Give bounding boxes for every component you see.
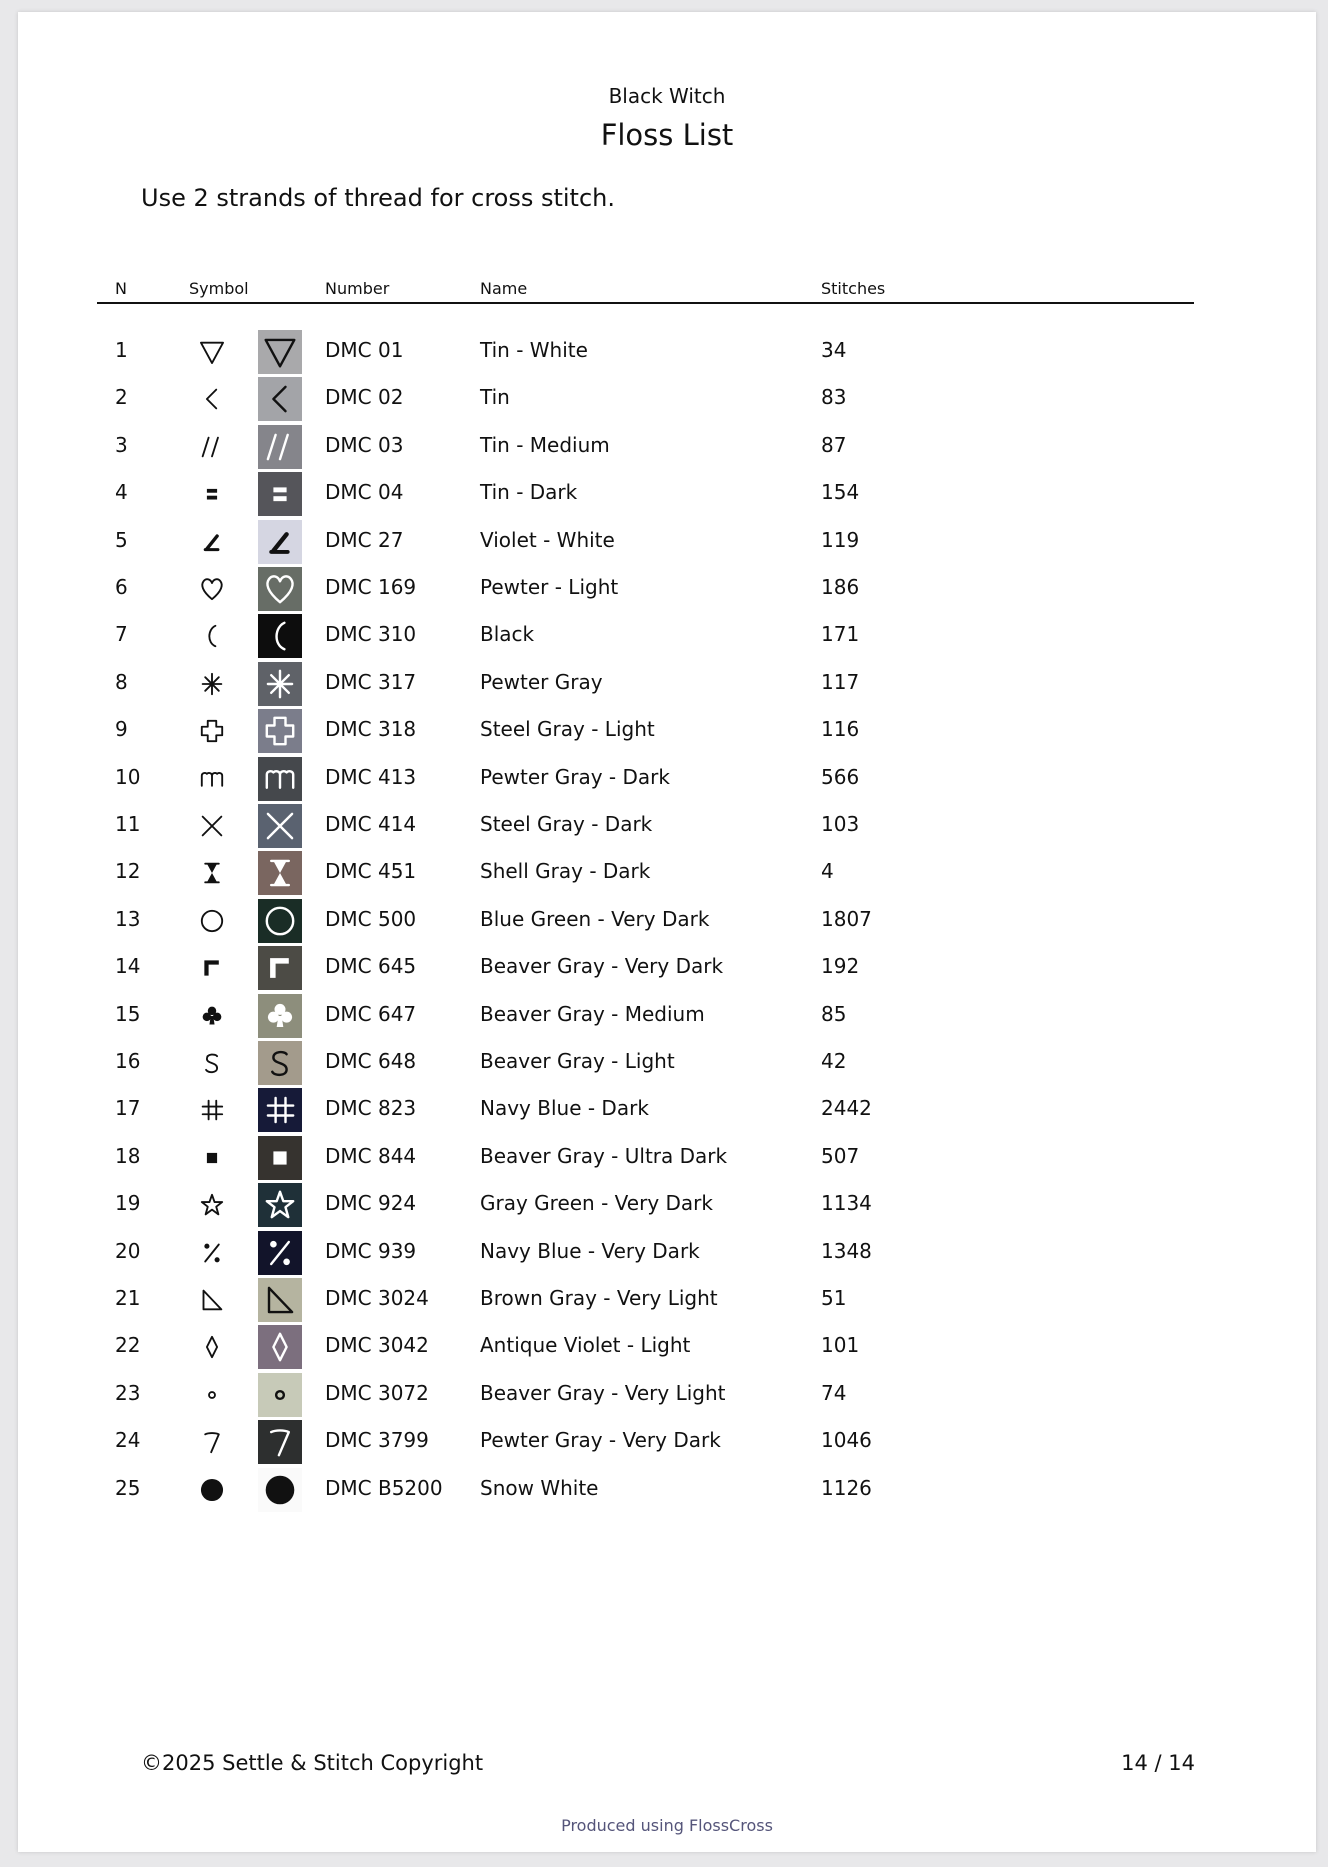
hourglass-icon	[258, 851, 302, 895]
diamond-icon	[258, 1325, 302, 1369]
color-swatch	[258, 1088, 302, 1132]
club-icon	[258, 994, 302, 1038]
floss-name: Brown Gray - Very Light	[480, 1286, 718, 1310]
angle-icon	[258, 520, 302, 564]
table-row	[18, 1468, 1316, 1515]
row-index: 8	[115, 669, 128, 694]
header-name: Name	[480, 279, 528, 298]
color-swatch	[258, 567, 302, 611]
color-swatch	[258, 1136, 302, 1180]
floss-number: DMC 645	[325, 954, 417, 979]
stitch-count: 1807	[821, 906, 872, 931]
floss-number: DMC 451	[325, 859, 417, 884]
color-swatch	[258, 946, 302, 990]
stitch-count: 85	[821, 1001, 847, 1026]
floss-name: Navy Blue - Dark	[480, 1096, 649, 1121]
header-n: N	[115, 279, 127, 298]
circle-icon	[258, 899, 302, 943]
less-than-icon	[195, 382, 229, 416]
floss-name: Pewter Gray - Dark	[480, 764, 670, 789]
floss-number: DMC 3024	[325, 1286, 429, 1310]
hash-icon	[258, 1088, 302, 1132]
stitch-count: 171	[821, 622, 860, 647]
row-index: 16	[115, 1049, 141, 1073]
table-row	[18, 377, 1316, 424]
floss-name: Gray Green - Very Dark	[480, 1191, 713, 1216]
corner-icon	[258, 946, 302, 990]
percent-icon	[195, 1236, 229, 1270]
cross-outline-icon	[195, 714, 229, 748]
hourglass-icon	[195, 856, 229, 890]
crescent-icon	[195, 619, 229, 653]
color-swatch	[258, 994, 302, 1038]
color-swatch	[258, 1468, 302, 1512]
equals-icon	[195, 477, 229, 511]
row-index: 22	[115, 1333, 141, 1358]
equals-icon	[258, 472, 302, 516]
floss-number: DMC 924	[325, 1191, 417, 1216]
floss-number: DMC 844	[325, 1143, 417, 1168]
row-index: 15	[115, 1001, 141, 1026]
color-swatch	[258, 425, 302, 469]
row-index: 19	[115, 1191, 141, 1216]
table-row	[18, 1420, 1316, 1467]
color-swatch	[258, 1278, 302, 1322]
color-swatch	[258, 899, 302, 943]
color-swatch	[258, 804, 302, 848]
floss-name: Pewter Gray - Very Dark	[480, 1428, 721, 1453]
floss-name: Tin - White	[480, 338, 588, 362]
stitch-count: 186	[821, 575, 860, 599]
row-index: 7	[115, 622, 128, 647]
table-row	[18, 899, 1316, 946]
floss-number: DMC 27	[325, 527, 404, 552]
percent-icon	[258, 1231, 302, 1275]
color-swatch	[258, 520, 302, 564]
filled-circle-icon	[195, 1473, 229, 1507]
row-index: 11	[115, 812, 141, 836]
floss-number: DMC 939	[325, 1238, 417, 1263]
square-icon	[195, 1141, 229, 1175]
floss-number: DMC 500	[325, 906, 417, 931]
stitch-count: 116	[821, 717, 860, 742]
table-row	[18, 1278, 1316, 1325]
table-row	[18, 709, 1316, 756]
stitch-count: 1348	[821, 1238, 872, 1263]
document-page	[18, 12, 1316, 1852]
row-index: 2	[115, 385, 128, 410]
color-swatch	[258, 472, 302, 516]
row-index: 9	[115, 717, 128, 742]
floss-number: DMC 3072	[325, 1380, 429, 1405]
triangle-down-icon	[195, 335, 229, 369]
floss-name: Pewter - Light	[480, 575, 619, 599]
floss-number: DMC 318	[325, 717, 417, 742]
table-row	[18, 1041, 1316, 1088]
stitch-count: 566	[821, 764, 860, 789]
color-swatch	[258, 709, 302, 753]
floss-name: Beaver Gray - Medium	[480, 1001, 705, 1026]
color-swatch	[258, 757, 302, 801]
table-row	[18, 472, 1316, 519]
row-index: 24	[115, 1428, 141, 1453]
color-swatch	[258, 330, 302, 374]
floss-number: DMC 413	[325, 764, 417, 789]
table-row	[18, 425, 1316, 472]
stitch-count: 42	[821, 1049, 847, 1073]
floss-name: Beaver Gray - Very Light	[480, 1380, 726, 1405]
floss-number: DMC 04	[325, 480, 404, 505]
table-row	[18, 330, 1316, 377]
color-swatch	[258, 1325, 302, 1369]
table-row	[18, 662, 1316, 709]
double-slash-icon	[258, 425, 302, 469]
stitch-count: 154	[821, 480, 860, 505]
floss-number: DMC 3799	[325, 1428, 429, 1453]
m-icon	[195, 762, 229, 796]
floss-name: Tin	[480, 385, 510, 410]
header-stitches: Stitches	[821, 279, 886, 298]
row-index: 23	[115, 1380, 141, 1405]
stitch-count: 4	[821, 859, 834, 884]
x-icon	[195, 809, 229, 843]
floss-name: Steel Gray - Dark	[480, 812, 653, 836]
floss-name: Blue Green - Very Dark	[480, 906, 710, 931]
color-swatch	[258, 1231, 302, 1275]
header-divider	[97, 302, 1194, 304]
instructions-note: Use 2 strands of thread for cross stitch.	[141, 184, 615, 212]
color-swatch	[258, 851, 302, 895]
hash-icon	[195, 1093, 229, 1127]
m-icon	[258, 757, 302, 801]
row-index: 10	[115, 764, 141, 789]
star-icon	[195, 1188, 229, 1222]
square-icon	[258, 1136, 302, 1180]
right-triangle-icon	[195, 1283, 229, 1317]
color-swatch	[258, 614, 302, 658]
row-index: 5	[115, 527, 128, 552]
small-circle-icon	[258, 1373, 302, 1417]
heart-icon	[195, 572, 229, 606]
floss-number: DMC 169	[325, 575, 417, 599]
stitch-count: 119	[821, 527, 860, 552]
row-index: 6	[115, 575, 128, 599]
corner-icon	[195, 951, 229, 985]
table-row	[18, 804, 1316, 851]
s-icon	[258, 1041, 302, 1085]
color-swatch	[258, 1420, 302, 1464]
filled-circle-icon	[258, 1468, 302, 1512]
s-icon	[195, 1046, 229, 1080]
row-index: 12	[115, 859, 141, 884]
row-index: 13	[115, 906, 141, 931]
floss-name: Beaver Gray - Light	[480, 1049, 675, 1073]
right-triangle-icon	[258, 1278, 302, 1322]
page-number: 14 / 14	[1121, 1751, 1195, 1775]
stitch-count: 87	[821, 432, 847, 457]
stitch-count: 192	[821, 954, 860, 979]
seven-icon	[195, 1425, 229, 1459]
row-index: 20	[115, 1238, 141, 1263]
table-row	[18, 1088, 1316, 1135]
floss-number: DMC 648	[325, 1049, 417, 1073]
table-row	[18, 946, 1316, 993]
table-row	[18, 520, 1316, 567]
floss-number: DMC B5200	[325, 1475, 443, 1500]
small-circle-icon	[195, 1378, 229, 1412]
triangle-down-icon	[258, 330, 302, 374]
star-icon	[258, 1183, 302, 1227]
floss-number: DMC 3042	[325, 1333, 429, 1358]
floss-name: Black	[480, 622, 535, 647]
stitch-count: 2442	[821, 1096, 872, 1121]
stitch-count: 83	[821, 385, 847, 410]
less-than-icon	[258, 377, 302, 421]
floss-name: Navy Blue - Very Dark	[480, 1238, 700, 1263]
seven-icon	[258, 1420, 302, 1464]
table-row	[18, 994, 1316, 1041]
floss-number: DMC 414	[325, 812, 417, 836]
table-row	[18, 1136, 1316, 1183]
table-row	[18, 1325, 1316, 1372]
asterisk-icon	[195, 667, 229, 701]
diamond-icon	[195, 1330, 229, 1364]
stitch-count: 1126	[821, 1475, 872, 1500]
header-symbol: Symbol	[189, 279, 249, 298]
floss-name: Beaver Gray - Ultra Dark	[480, 1143, 728, 1168]
row-index: 21	[115, 1286, 141, 1310]
angle-icon	[195, 525, 229, 559]
floss-number: DMC 02	[325, 385, 404, 410]
row-index: 17	[115, 1096, 141, 1121]
row-index: 1	[115, 338, 128, 362]
floss-number: DMC 647	[325, 1001, 417, 1026]
circle-icon	[195, 904, 229, 938]
floss-name: Steel Gray - Light	[480, 717, 655, 742]
asterisk-icon	[258, 662, 302, 706]
club-icon	[195, 999, 229, 1033]
floss-name: Violet - White	[480, 527, 615, 552]
row-index: 25	[115, 1475, 141, 1500]
produced-by: Produced using FlossCross	[561, 1816, 773, 1835]
double-slash-icon	[195, 430, 229, 464]
stitch-count: 103	[821, 812, 860, 836]
page-title: Floss List	[600, 118, 734, 152]
x-icon	[258, 804, 302, 848]
row-index: 4	[115, 480, 128, 505]
crescent-icon	[258, 614, 302, 658]
floss-number: DMC 823	[325, 1096, 417, 1121]
floss-number: DMC 310	[325, 622, 417, 647]
row-index: 14	[115, 954, 141, 979]
table-row	[18, 851, 1316, 898]
stitch-count: 51	[821, 1286, 847, 1310]
header-number: Number	[325, 279, 390, 298]
stitch-count: 74	[821, 1380, 847, 1405]
row-index: 18	[115, 1143, 141, 1168]
heart-icon	[258, 567, 302, 611]
color-swatch	[258, 662, 302, 706]
row-index: 3	[115, 432, 128, 457]
stitch-count: 1046	[821, 1428, 872, 1453]
floss-number: DMC 317	[325, 669, 417, 694]
table-row	[18, 757, 1316, 804]
stitch-count: 34	[821, 338, 847, 362]
table-row	[18, 1231, 1316, 1278]
table-row	[18, 1183, 1316, 1230]
floss-name: Tin - Dark	[480, 480, 578, 505]
floss-name: Beaver Gray - Very Dark	[480, 954, 724, 979]
color-swatch	[258, 377, 302, 421]
color-swatch	[258, 1041, 302, 1085]
stitch-count: 101	[821, 1333, 860, 1358]
floss-name: Antique Violet - Light	[480, 1333, 691, 1358]
floss-name: Snow White	[480, 1475, 599, 1500]
table-row	[18, 1373, 1316, 1420]
floss-name: Shell Gray - Dark	[480, 859, 651, 884]
cross-outline-icon	[258, 709, 302, 753]
color-swatch	[258, 1183, 302, 1227]
stitch-count: 507	[821, 1143, 860, 1168]
table-row	[18, 614, 1316, 661]
color-swatch	[258, 1373, 302, 1417]
floss-name: Pewter Gray	[480, 669, 603, 694]
floss-number: DMC 01	[325, 338, 404, 362]
table-row	[18, 567, 1316, 614]
floss-name: Tin - Medium	[480, 432, 610, 457]
floss-number: DMC 03	[325, 432, 404, 457]
stitch-count: 1134	[821, 1191, 872, 1216]
stitch-count: 117	[821, 669, 860, 694]
pattern-name: Black Witch	[608, 84, 726, 108]
copyright: ©2025 Settle & Stitch Copyright	[141, 1751, 484, 1775]
